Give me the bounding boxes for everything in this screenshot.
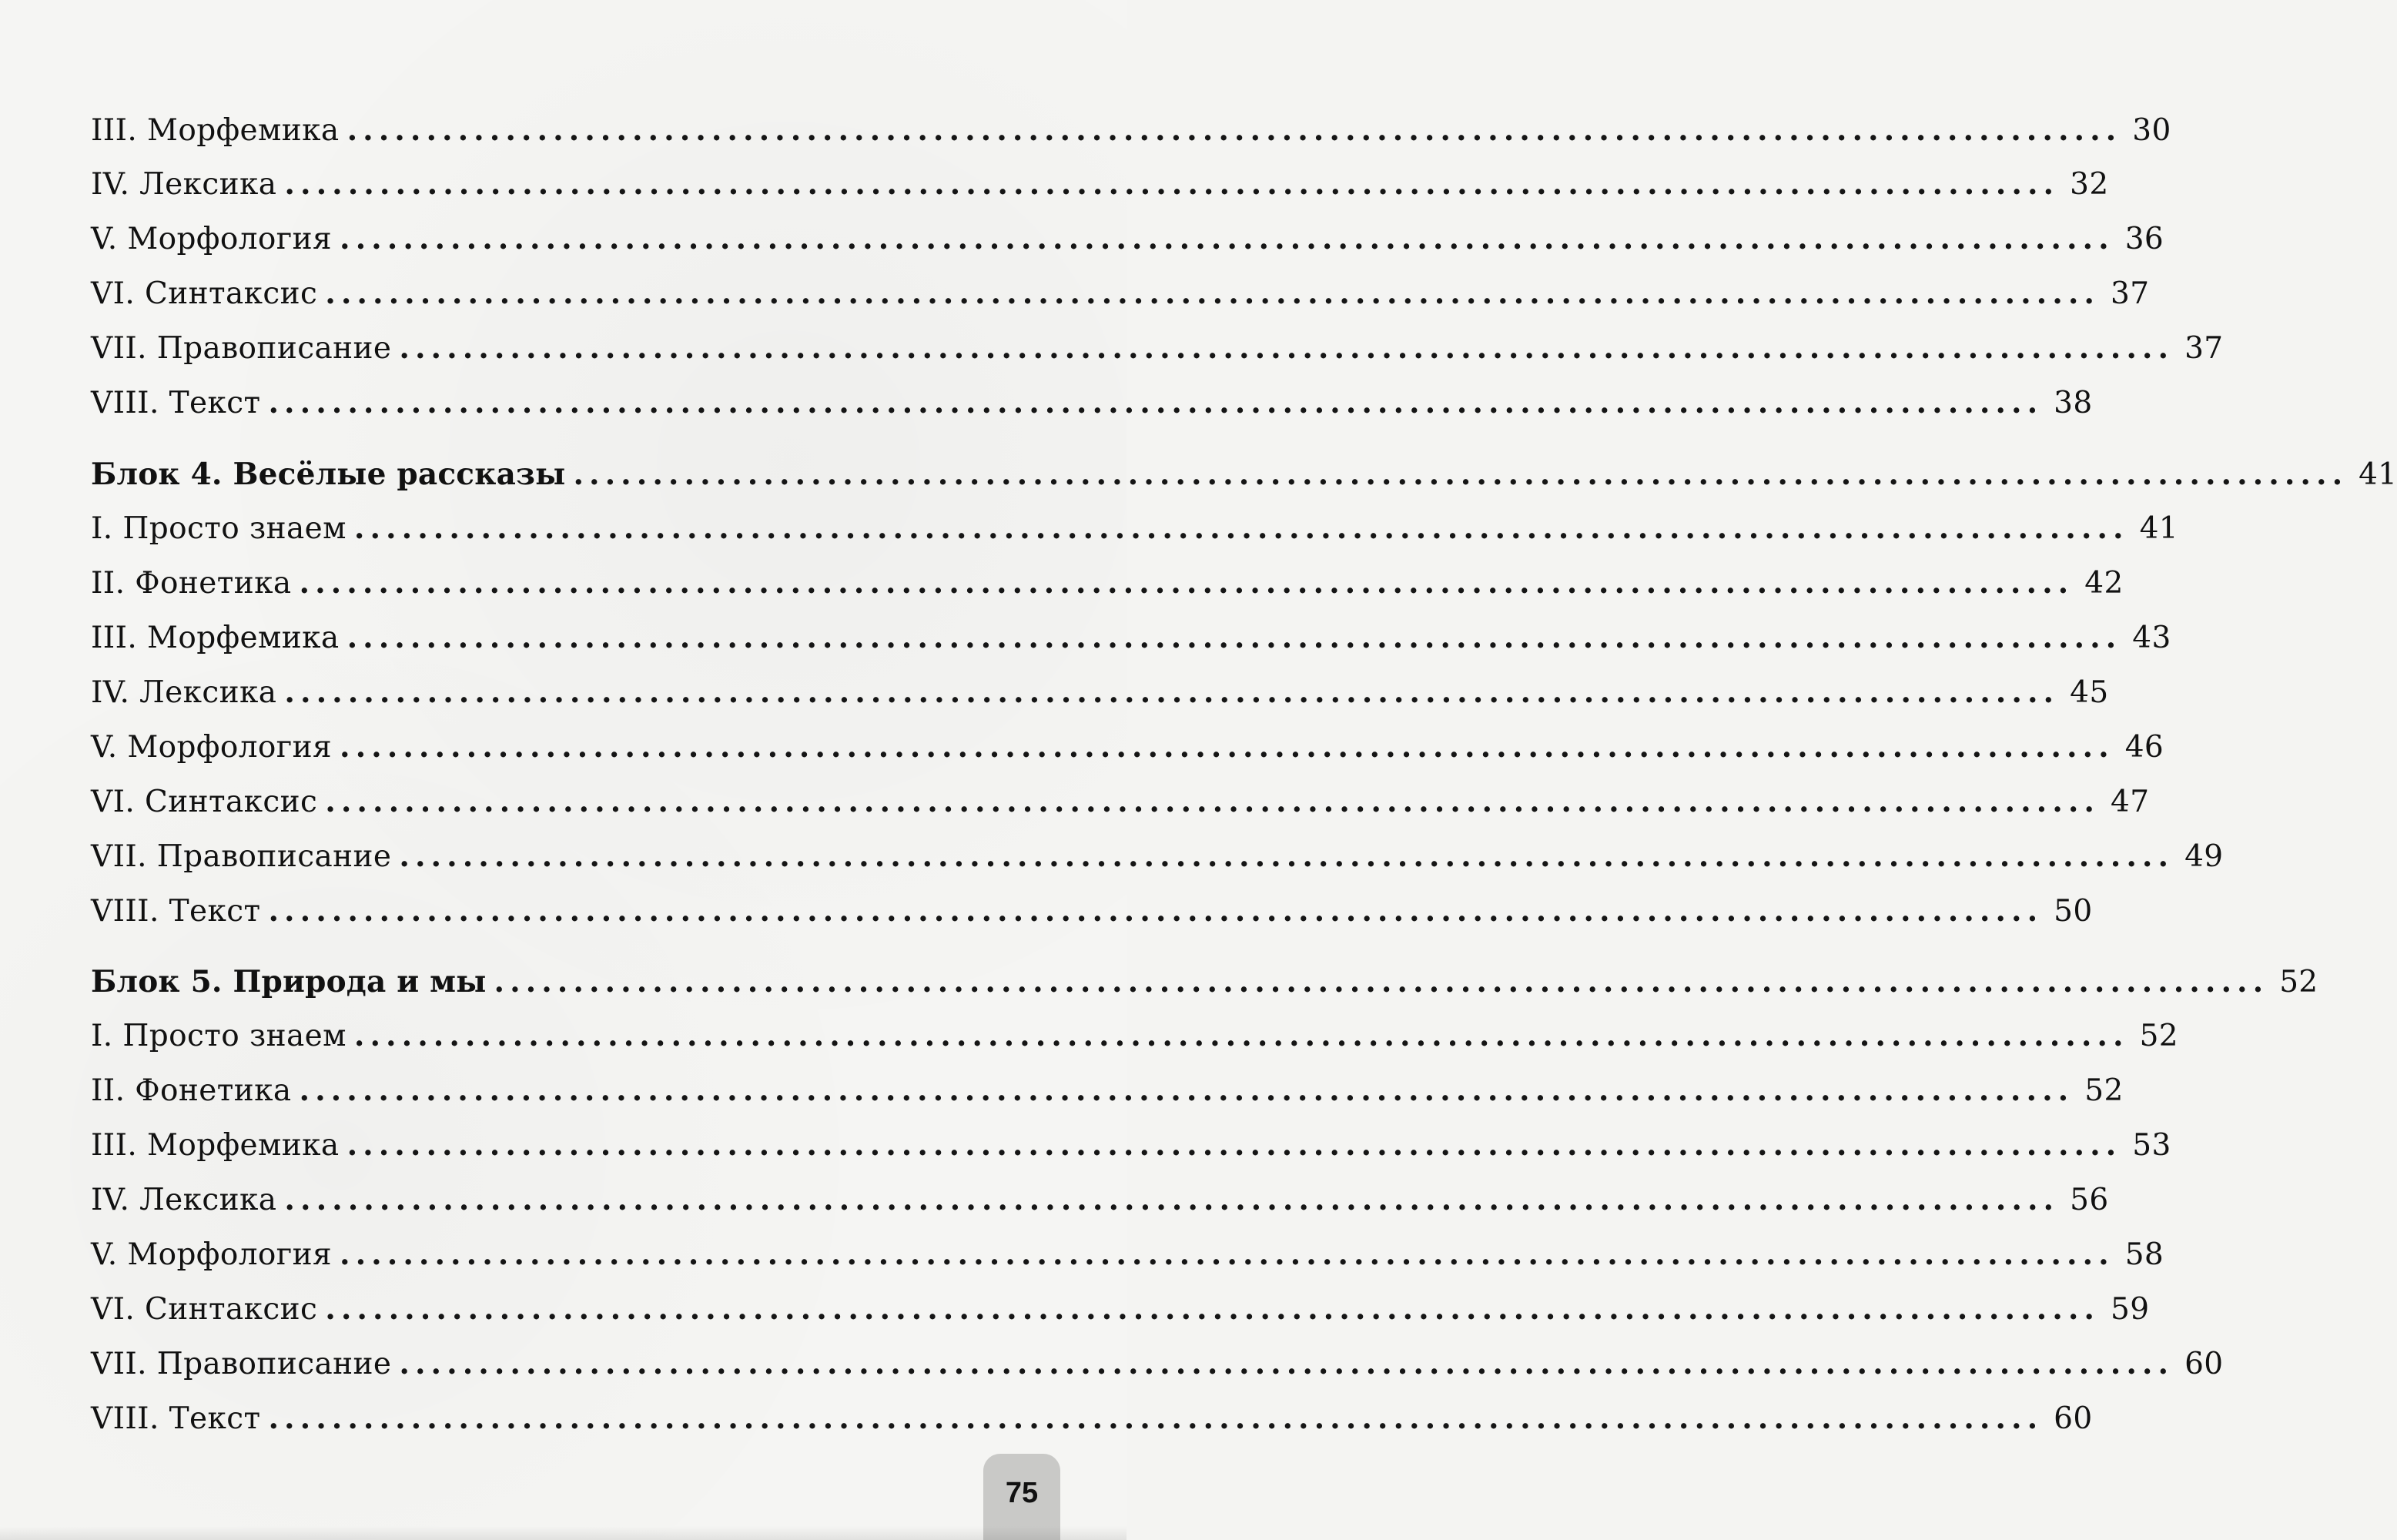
toc-entry-page: 60 [2184, 1347, 2224, 1381]
toc-entry-title: VIII. Текст [91, 1401, 261, 1436]
toc-entry-title: VI. Синтаксис [91, 1292, 318, 1327]
toc-dot-leader: ................................................................................................................ [268, 893, 2044, 929]
toc-entry-title: VIII. Текст [91, 386, 261, 420]
toc-entry-title: VII. Правописание [91, 331, 392, 366]
toc-entry [91, 1341, 2224, 1386]
toc-entry-page: 46 [2124, 730, 2164, 765]
toc-dot-leader: ................................................................................................................ [268, 1401, 2044, 1436]
toc-entry-title: III. Морфемика [91, 621, 340, 655]
toc-entry-page: 53 [2132, 1128, 2171, 1163]
toc-entry-title: IV. Лексика [91, 167, 277, 202]
toc-entry-page: 36 [2124, 222, 2164, 256]
toc-dot-leader: ................................................................................................................ [325, 1291, 2100, 1327]
toc-entry-page: 37 [2184, 331, 2224, 366]
toc-entry-page: 37 [2110, 276, 2150, 311]
toc-entry-title: IV. Лексика [91, 675, 277, 710]
toc-entry-page: 38 [2054, 386, 2093, 420]
toc-entry-page: 42 [2084, 566, 2124, 601]
toc-section-heading [91, 452, 2397, 497]
toc-entry [91, 779, 2150, 824]
toc-entry-page: 50 [2054, 894, 2093, 929]
toc-dot-leader: ................................................................................................................ [340, 729, 2114, 765]
toc-dot-leader: ................................................................................................................ [340, 221, 2114, 256]
toc-entry-title: Блок 4. Весёлые рассказы [91, 457, 566, 492]
toc-entry-page: 41 [2359, 457, 2397, 492]
toc-entry [91, 725, 2164, 769]
toc-section-heading [91, 959, 2318, 1004]
toc-entry [91, 506, 2179, 551]
toc-entry-page: 56 [2070, 1183, 2109, 1217]
toc-entry-page: 45 [2070, 675, 2109, 710]
toc-entry-title: Блок 5. Природа и мы [91, 964, 487, 999]
toc-entry [91, 1287, 2150, 1331]
toc-entry [91, 615, 2171, 660]
toc-entry [91, 670, 2109, 715]
toc-entry-title: II. Фонетика [91, 566, 292, 601]
toc-dot-leader: ................................................................................................................ [325, 276, 2100, 311]
page-bottom-shadow [0, 1526, 1127, 1540]
toc-entry-title: III. Морфемика [91, 113, 340, 148]
toc-entry-page: 47 [2110, 785, 2150, 819]
toc-entry [91, 834, 2224, 879]
toc-entry-page: 32 [2070, 167, 2109, 202]
toc-entry-page: 52 [2139, 1019, 2179, 1053]
toc-entry-title: I. Просто знаем [91, 511, 346, 546]
toc-entry [91, 1177, 2109, 1222]
toc-dot-leader: ................................................................................................................ [284, 166, 2060, 202]
toc-entry [91, 326, 2224, 370]
toc-entry [91, 108, 2171, 152]
toc-dot-leader: ................................................................................................................ [284, 675, 2060, 710]
toc-entry-page: 41 [2139, 511, 2179, 546]
toc-entry-title: VIII. Текст [91, 894, 261, 929]
toc-entry [91, 1232, 2164, 1277]
toc-entry-title: I. Просто знаем [91, 1019, 346, 1053]
toc-entry [91, 561, 2124, 605]
toc-entry-title: VII. Правописание [91, 839, 392, 874]
toc-entry [91, 1068, 2124, 1113]
toc-entry-page: 30 [2132, 113, 2171, 148]
toc-entry-title: V. Морфология [91, 1237, 333, 1272]
toc-entry [91, 162, 2109, 206]
toc-entry-title: IV. Лексика [91, 1183, 277, 1217]
toc-dot-leader: ................................................................................................................ [268, 385, 2044, 420]
toc-entry-title: III. Морфемика [91, 1128, 340, 1163]
toc-dot-leader: ................................................................................................................ [353, 1018, 2129, 1053]
toc-dot-leader: ................................................................................................................ [399, 839, 2174, 874]
toc-dot-leader: ................................................................................................................ [299, 1073, 2074, 1108]
toc-entry [91, 1123, 2171, 1167]
toc-entry [91, 380, 2093, 425]
toc-entry-page: 52 [2084, 1073, 2124, 1108]
toc-entry-page: 58 [2124, 1237, 2164, 1272]
toc-dot-leader: ................................................................................................................ [353, 511, 2129, 546]
toc-entry [91, 889, 2093, 933]
toc-dot-leader: ................................................................................................................ [346, 620, 2122, 655]
toc-dot-leader: ................................................................................................................ [399, 1346, 2174, 1381]
toc-dot-leader: ................................................................................................................ [340, 1237, 2114, 1272]
toc-entry-page: 43 [2132, 621, 2171, 655]
toc-entry-title: V. Морфология [91, 730, 333, 765]
toc-entry [91, 1013, 2179, 1058]
toc-entry-page: 49 [2184, 839, 2224, 874]
toc-entry [91, 271, 2150, 316]
toc-dot-leader: ................................................................................................................ [325, 784, 2100, 819]
toc-entry-title: II. Фонетика [91, 1073, 292, 1108]
toc-entry-title: V. Морфология [91, 222, 333, 256]
toc-dot-leader: ................................................................................................................ [494, 964, 2269, 999]
toc-dot-leader: ................................................................................................................ [346, 112, 2122, 148]
toc-dot-leader: ................................................................................................................ [299, 565, 2074, 601]
toc-entry-title: VI. Синтаксис [91, 276, 318, 311]
toc-dot-leader: ................................................................................................................ [284, 1182, 2060, 1217]
page-number: 75 [1005, 1476, 1039, 1509]
toc-entry-page: 59 [2110, 1292, 2150, 1327]
toc-dot-leader: ................................................................................................................ [573, 457, 2348, 492]
toc-entry-title: VII. Правописание [91, 1347, 392, 1381]
toc-entry [91, 216, 2164, 261]
toc-entry-title: VI. Синтаксис [91, 785, 318, 819]
toc-dot-leader: ................................................................................................................ [399, 330, 2174, 366]
toc-dot-leader: ................................................................................................................ [346, 1127, 2122, 1163]
toc-entry [91, 1396, 2093, 1441]
toc-entry-page: 60 [2054, 1401, 2093, 1436]
toc-entry-page: 52 [2279, 965, 2318, 999]
